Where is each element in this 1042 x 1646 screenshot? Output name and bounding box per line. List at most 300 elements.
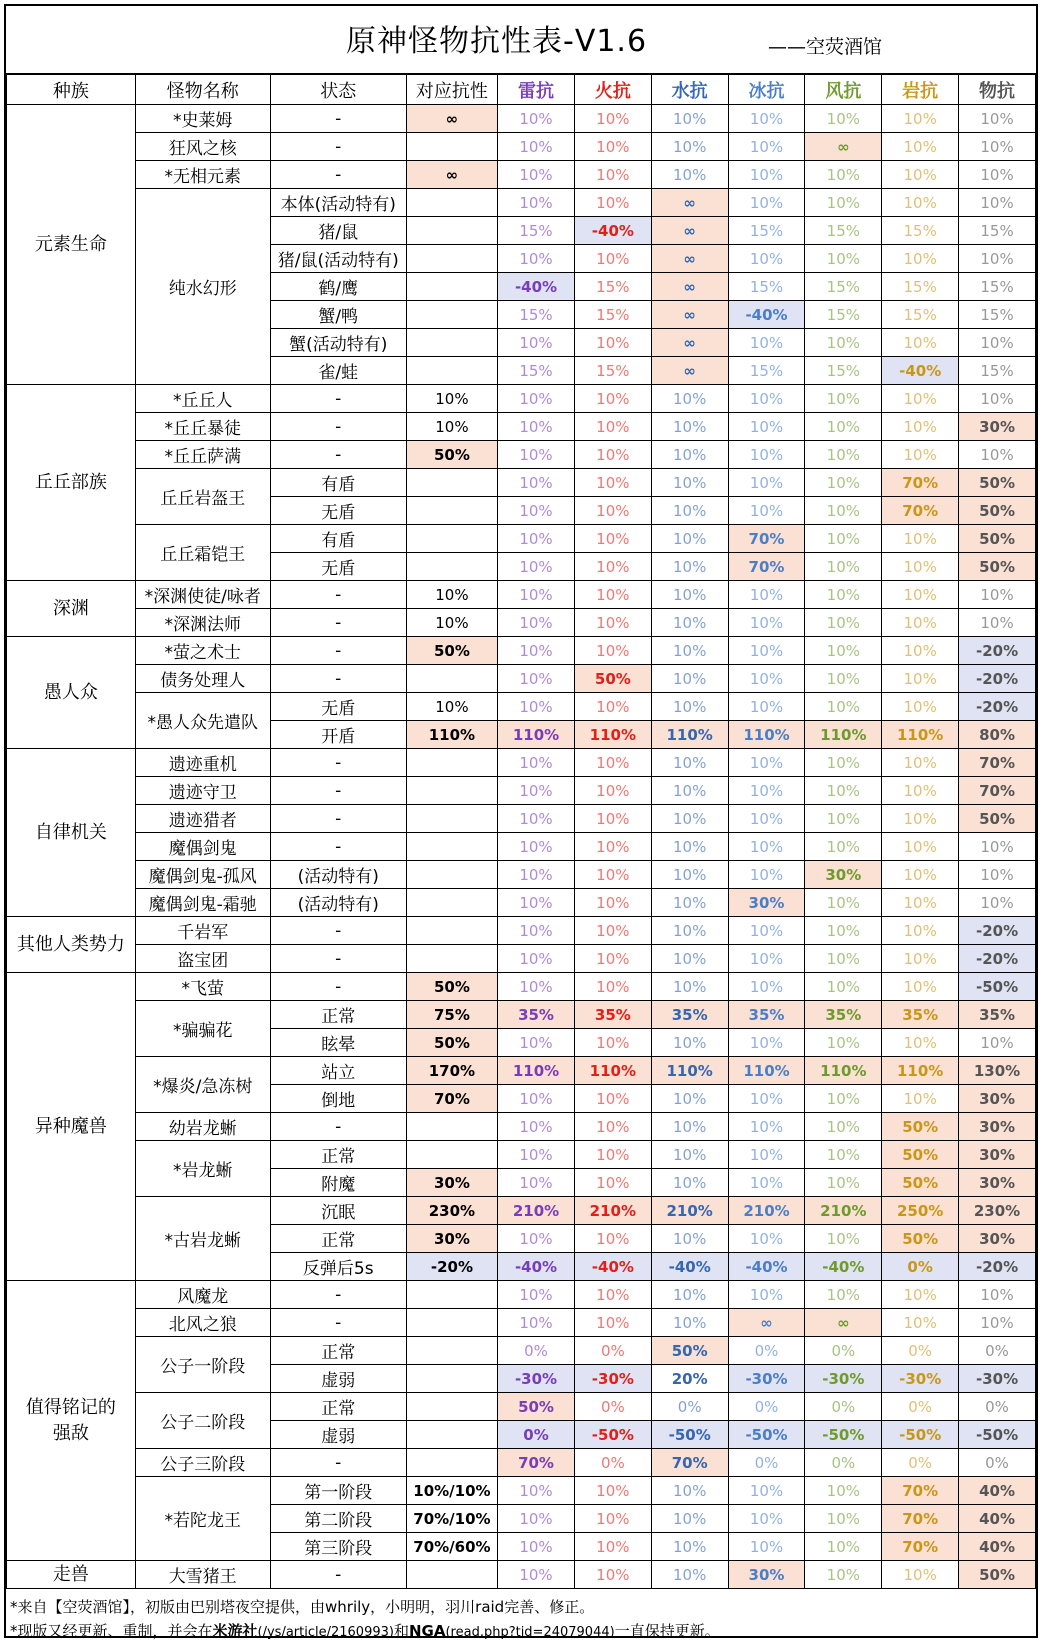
state-cell: - bbox=[270, 1449, 406, 1477]
target-res-cell bbox=[406, 301, 497, 329]
target-res-cell: ∞ bbox=[406, 105, 497, 133]
physical-res-cell: 40% bbox=[959, 1477, 1036, 1505]
target-res-cell bbox=[406, 1561, 497, 1589]
target-res-cell bbox=[406, 273, 497, 301]
rock-res-cell: 250% bbox=[882, 1197, 959, 1225]
target-res-cell: 10% bbox=[406, 693, 497, 721]
target-res-cell bbox=[406, 945, 497, 973]
thunder-res-cell: 35% bbox=[498, 1001, 575, 1029]
rock-res-cell: 10% bbox=[882, 161, 959, 189]
state-cell: - bbox=[270, 749, 406, 777]
fire-res-cell: 10% bbox=[574, 1029, 651, 1057]
physical-res-cell: 15% bbox=[959, 217, 1036, 245]
table-row bbox=[7, 805, 1036, 833]
thunder-res-cell: 10% bbox=[498, 833, 575, 861]
ice-res-cell: 15% bbox=[728, 273, 805, 301]
water-res-cell: 10% bbox=[651, 133, 728, 161]
monster-name-cell: *爆炎/急冻树 bbox=[135, 1057, 270, 1113]
wind-res-cell: 15% bbox=[805, 357, 882, 385]
thunder-res-cell: 10% bbox=[498, 525, 575, 553]
ice-res-cell: 10% bbox=[728, 189, 805, 217]
monster-name-cell: *史莱姆 bbox=[135, 105, 270, 133]
state-cell: (活动特有) bbox=[270, 889, 406, 917]
target-res-cell bbox=[406, 1421, 497, 1449]
physical-res-cell: 50% bbox=[959, 525, 1036, 553]
rock-res-cell: 50% bbox=[882, 1225, 959, 1253]
fire-res-cell: 10% bbox=[574, 441, 651, 469]
monster-name-cell: 纯水幻形 bbox=[135, 189, 270, 385]
thunder-res-cell: 10% bbox=[498, 917, 575, 945]
physical-res-cell: 15% bbox=[959, 357, 1036, 385]
wind-res-cell: 10% bbox=[805, 1113, 882, 1141]
physical-res-cell: 10% bbox=[959, 133, 1036, 161]
rock-res-cell: -40% bbox=[882, 357, 959, 385]
footer-text: 一直保持更新。 bbox=[614, 1622, 720, 1640]
rock-res-cell: 10% bbox=[882, 637, 959, 665]
target-res-cell bbox=[406, 1337, 497, 1365]
table-row bbox=[7, 1197, 1036, 1225]
ice-res-cell: 110% bbox=[728, 1057, 805, 1085]
fire-res-cell: 10% bbox=[574, 1281, 651, 1309]
rock-res-cell: 0% bbox=[882, 1393, 959, 1421]
fire-res-cell: 10% bbox=[574, 917, 651, 945]
rock-res-cell: 10% bbox=[882, 329, 959, 357]
fire-res-cell: 0% bbox=[574, 1449, 651, 1477]
col-header-fire: 火抗 bbox=[574, 75, 651, 105]
wind-res-cell: 10% bbox=[805, 973, 882, 1001]
rock-res-cell: 70% bbox=[882, 1477, 959, 1505]
thunder-res-cell: 10% bbox=[498, 497, 575, 525]
table-row bbox=[7, 1113, 1036, 1141]
monster-name-cell: 千岩军 bbox=[135, 917, 270, 945]
water-res-cell: 10% bbox=[651, 637, 728, 665]
wind-res-cell: 0% bbox=[805, 1393, 882, 1421]
water-res-cell: 10% bbox=[651, 1505, 728, 1533]
state-cell: 猪/鼠(活动特有) bbox=[270, 245, 406, 273]
target-res-cell: 70% bbox=[406, 1085, 497, 1113]
water-res-cell: 10% bbox=[651, 441, 728, 469]
water-res-cell: ∞ bbox=[651, 217, 728, 245]
fire-res-cell: 50% bbox=[574, 665, 651, 693]
monster-name-cell: 公子三阶段 bbox=[135, 1449, 270, 1477]
water-res-cell: 10% bbox=[651, 1281, 728, 1309]
state-cell: 蟹/鸭 bbox=[270, 301, 406, 329]
rock-res-cell: 10% bbox=[882, 553, 959, 581]
wind-res-cell: 0% bbox=[805, 1449, 882, 1477]
ice-res-cell: 10% bbox=[728, 497, 805, 525]
fire-res-cell: 10% bbox=[574, 693, 651, 721]
target-res-cell: 10% bbox=[406, 609, 497, 637]
fire-res-cell: 10% bbox=[574, 553, 651, 581]
thunder-res-cell: 10% bbox=[498, 105, 575, 133]
state-cell: 开盾 bbox=[270, 721, 406, 749]
ice-res-cell: 10% bbox=[728, 329, 805, 357]
fire-res-cell: 10% bbox=[574, 133, 651, 161]
thunder-res-cell: 10% bbox=[498, 329, 575, 357]
monster-name-cell: *若陀龙王 bbox=[135, 1477, 270, 1561]
state-cell: 虚弱 bbox=[270, 1421, 406, 1449]
ice-res-cell: 10% bbox=[728, 105, 805, 133]
physical-res-cell: 50% bbox=[959, 469, 1036, 497]
fire-res-cell: 10% bbox=[574, 637, 651, 665]
state-cell: 正常 bbox=[270, 1337, 406, 1365]
rock-res-cell: 10% bbox=[882, 749, 959, 777]
rock-res-cell: 10% bbox=[882, 917, 959, 945]
wind-res-cell: 10% bbox=[805, 441, 882, 469]
fire-res-cell: 10% bbox=[574, 889, 651, 917]
state-cell: 无盾 bbox=[270, 553, 406, 581]
physical-res-cell: 80% bbox=[959, 721, 1036, 749]
target-res-cell bbox=[406, 749, 497, 777]
monster-name-cell: *飞萤 bbox=[135, 973, 270, 1001]
water-res-cell: 210% bbox=[651, 1197, 728, 1225]
state-cell: 第一阶段 bbox=[270, 1477, 406, 1505]
physical-res-cell: 10% bbox=[959, 161, 1036, 189]
ice-res-cell: 10% bbox=[728, 1505, 805, 1533]
rock-res-cell: 15% bbox=[882, 301, 959, 329]
rock-res-cell: 50% bbox=[882, 1141, 959, 1169]
wind-res-cell: 0% bbox=[805, 1337, 882, 1365]
water-res-cell: 10% bbox=[651, 1309, 728, 1337]
state-cell: 虚弱 bbox=[270, 1365, 406, 1393]
thunder-res-cell: 10% bbox=[498, 805, 575, 833]
target-res-cell bbox=[406, 133, 497, 161]
wind-res-cell: 10% bbox=[805, 105, 882, 133]
wind-res-cell: 10% bbox=[805, 581, 882, 609]
state-cell: 站立 bbox=[270, 1057, 406, 1085]
rock-res-cell: 70% bbox=[882, 469, 959, 497]
col-header-target-res: 对应抗性 bbox=[406, 75, 497, 105]
rock-res-cell: 10% bbox=[882, 945, 959, 973]
wind-res-cell: 15% bbox=[805, 217, 882, 245]
physical-res-cell: 10% bbox=[959, 1309, 1036, 1337]
monster-name-cell: 公子二阶段 bbox=[135, 1393, 270, 1449]
fire-res-cell: 15% bbox=[574, 273, 651, 301]
physical-res-cell: 30% bbox=[959, 413, 1036, 441]
thunder-res-cell: 0% bbox=[498, 1337, 575, 1365]
water-res-cell: 20% bbox=[651, 1365, 728, 1393]
table-row bbox=[7, 1393, 1036, 1421]
table-row bbox=[7, 749, 1036, 777]
wind-res-cell: -30% bbox=[805, 1365, 882, 1393]
ice-res-cell: 10% bbox=[728, 245, 805, 273]
thunder-res-cell: 10% bbox=[498, 1533, 575, 1561]
wind-res-cell: 10% bbox=[805, 189, 882, 217]
ice-res-cell: 10% bbox=[728, 1085, 805, 1113]
wind-res-cell: 10% bbox=[805, 917, 882, 945]
ice-res-cell: 10% bbox=[728, 1141, 805, 1169]
table-row bbox=[7, 917, 1036, 945]
thunder-res-cell: 10% bbox=[498, 1169, 575, 1197]
thunder-res-cell: 10% bbox=[498, 637, 575, 665]
fire-res-cell: 10% bbox=[574, 777, 651, 805]
ice-res-cell: 10% bbox=[728, 469, 805, 497]
target-res-cell bbox=[406, 833, 497, 861]
ice-res-cell: 35% bbox=[728, 1001, 805, 1029]
state-cell: - bbox=[270, 1309, 406, 1337]
thunder-res-cell: 10% bbox=[498, 777, 575, 805]
footer-notes bbox=[6, 1589, 1036, 1645]
state-cell: - bbox=[270, 413, 406, 441]
thunder-res-cell: 10% bbox=[498, 1477, 575, 1505]
race-cell: 值得铭记的强敌 bbox=[7, 1281, 136, 1561]
resistance-table bbox=[6, 74, 1036, 1589]
water-res-cell: 110% bbox=[651, 1057, 728, 1085]
water-res-cell: ∞ bbox=[651, 189, 728, 217]
physical-res-cell: 10% bbox=[959, 581, 1036, 609]
target-res-cell: 110% bbox=[406, 721, 497, 749]
wind-res-cell: 10% bbox=[805, 609, 882, 637]
water-res-cell: 10% bbox=[651, 385, 728, 413]
wind-res-cell: 10% bbox=[805, 749, 882, 777]
rock-res-cell: 10% bbox=[882, 581, 959, 609]
wind-res-cell: 10% bbox=[805, 161, 882, 189]
wind-res-cell: 30% bbox=[805, 861, 882, 889]
target-res-cell: 50% bbox=[406, 1029, 497, 1057]
fire-res-cell: 0% bbox=[574, 1337, 651, 1365]
rock-res-cell: 10% bbox=[882, 861, 959, 889]
state-cell: 有盾 bbox=[270, 469, 406, 497]
table-row bbox=[7, 1449, 1036, 1477]
ice-res-cell: 10% bbox=[728, 1029, 805, 1057]
water-res-cell: 10% bbox=[651, 945, 728, 973]
rock-res-cell: 10% bbox=[882, 609, 959, 637]
target-res-cell bbox=[406, 1309, 497, 1337]
footer-mihoyo: 米游社 bbox=[212, 1622, 258, 1640]
ice-res-cell: 10% bbox=[728, 861, 805, 889]
monster-name-cell: 魔偶剑鬼-霜驰 bbox=[135, 889, 270, 917]
wind-res-cell: 10% bbox=[805, 553, 882, 581]
rock-res-cell: 10% bbox=[882, 1561, 959, 1589]
state-cell: 第二阶段 bbox=[270, 1505, 406, 1533]
monster-name-cell: 幼岩龙蜥 bbox=[135, 1113, 270, 1141]
physical-res-cell: 130% bbox=[959, 1057, 1036, 1085]
ice-res-cell: 10% bbox=[728, 1113, 805, 1141]
thunder-res-cell: -30% bbox=[498, 1365, 575, 1393]
target-res-cell bbox=[406, 777, 497, 805]
thunder-res-cell: 10% bbox=[498, 749, 575, 777]
fire-res-cell: 10% bbox=[574, 1113, 651, 1141]
fire-res-cell: -30% bbox=[574, 1365, 651, 1393]
table-row bbox=[7, 861, 1036, 889]
thunder-res-cell: 10% bbox=[498, 1225, 575, 1253]
rock-res-cell: 10% bbox=[882, 665, 959, 693]
water-res-cell: 10% bbox=[651, 693, 728, 721]
ice-res-cell: 10% bbox=[728, 385, 805, 413]
target-res-cell bbox=[406, 1113, 497, 1141]
ice-res-cell: 10% bbox=[728, 1533, 805, 1561]
ice-res-cell: 0% bbox=[728, 1393, 805, 1421]
fire-res-cell: 0% bbox=[574, 1393, 651, 1421]
fire-res-cell: 10% bbox=[574, 1225, 651, 1253]
monster-name-cell: 北风之狼 bbox=[135, 1309, 270, 1337]
thunder-res-cell: 10% bbox=[498, 1281, 575, 1309]
state-cell: - bbox=[270, 609, 406, 637]
monster-name-cell: *古岩龙蜥 bbox=[135, 1197, 270, 1281]
fire-res-cell: 10% bbox=[574, 1141, 651, 1169]
target-res-cell bbox=[406, 525, 497, 553]
water-res-cell: 50% bbox=[651, 1337, 728, 1365]
state-cell: - bbox=[270, 777, 406, 805]
wind-res-cell: -50% bbox=[805, 1421, 882, 1449]
table-row bbox=[7, 161, 1036, 189]
target-res-cell bbox=[406, 553, 497, 581]
ice-res-cell: 70% bbox=[728, 553, 805, 581]
state-cell: - bbox=[270, 441, 406, 469]
footer-link-2: (read.php?tid=24079044) bbox=[445, 1625, 615, 1640]
physical-res-cell: 10% bbox=[959, 1281, 1036, 1309]
physical-res-cell: -20% bbox=[959, 693, 1036, 721]
footer-link-1: (/ys/article/2160993) bbox=[257, 1625, 394, 1640]
state-cell: - bbox=[270, 973, 406, 1001]
target-res-cell: 50% bbox=[406, 441, 497, 469]
rock-res-cell: 10% bbox=[882, 693, 959, 721]
target-res-cell bbox=[406, 889, 497, 917]
monster-name-cell: *深渊法师 bbox=[135, 609, 270, 637]
rock-res-cell: 10% bbox=[882, 805, 959, 833]
state-cell: 正常 bbox=[270, 1225, 406, 1253]
table-row bbox=[7, 609, 1036, 637]
table-row bbox=[7, 105, 1036, 133]
state-cell: 蟹(活动特有) bbox=[270, 329, 406, 357]
physical-res-cell: 15% bbox=[959, 301, 1036, 329]
fire-res-cell: 10% bbox=[574, 105, 651, 133]
rock-res-cell: 10% bbox=[882, 1281, 959, 1309]
fire-res-cell: 10% bbox=[574, 861, 651, 889]
physical-res-cell: 40% bbox=[959, 1533, 1036, 1561]
rock-res-cell: 10% bbox=[882, 385, 959, 413]
state-cell: - bbox=[270, 1281, 406, 1309]
ice-res-cell: 30% bbox=[728, 889, 805, 917]
state-cell: - bbox=[270, 581, 406, 609]
fire-res-cell: 10% bbox=[574, 161, 651, 189]
state-cell: 正常 bbox=[270, 1141, 406, 1169]
thunder-res-cell: 110% bbox=[498, 721, 575, 749]
fire-res-cell: 10% bbox=[574, 1477, 651, 1505]
state-cell: 正常 bbox=[270, 1001, 406, 1029]
water-res-cell: 10% bbox=[651, 973, 728, 1001]
wind-res-cell: 10% bbox=[805, 665, 882, 693]
credit-text: ——空荧酒馆 bbox=[768, 36, 883, 58]
thunder-res-cell: 10% bbox=[498, 973, 575, 1001]
thunder-res-cell: 210% bbox=[498, 1197, 575, 1225]
ice-res-cell: 10% bbox=[728, 1225, 805, 1253]
state-cell: - bbox=[270, 133, 406, 161]
thunder-res-cell: 10% bbox=[498, 861, 575, 889]
state-cell: - bbox=[270, 805, 406, 833]
target-res-cell: 170% bbox=[406, 1057, 497, 1085]
monster-name-cell: *萤之术士 bbox=[135, 637, 270, 665]
table-row bbox=[7, 189, 1036, 217]
fire-res-cell: 35% bbox=[574, 1001, 651, 1029]
physical-res-cell: -20% bbox=[959, 637, 1036, 665]
rock-res-cell: -50% bbox=[882, 1421, 959, 1449]
table-row bbox=[7, 133, 1036, 161]
physical-res-cell: -20% bbox=[959, 665, 1036, 693]
target-res-cell: 75% bbox=[406, 1001, 497, 1029]
monster-name-cell: *无相元素 bbox=[135, 161, 270, 189]
water-res-cell: 10% bbox=[651, 1113, 728, 1141]
water-res-cell: 10% bbox=[651, 581, 728, 609]
table-row bbox=[7, 637, 1036, 665]
wind-res-cell: 15% bbox=[805, 301, 882, 329]
physical-res-cell: 10% bbox=[959, 609, 1036, 637]
footer-line-1: *来自【空荧酒馆】，初版由巴别塔夜空提供，由whrily，小明明，羽川raid完善、修正。 bbox=[10, 1598, 595, 1616]
fire-res-cell: 10% bbox=[574, 945, 651, 973]
table-row bbox=[7, 1337, 1036, 1365]
thunder-res-cell: 15% bbox=[498, 357, 575, 385]
target-res-cell: 10% bbox=[406, 385, 497, 413]
thunder-res-cell: 10% bbox=[498, 413, 575, 441]
target-res-cell: 230% bbox=[406, 1197, 497, 1225]
rock-res-cell: 35% bbox=[882, 1001, 959, 1029]
ice-res-cell: 10% bbox=[728, 945, 805, 973]
col-header-monster: 怪物名称 bbox=[135, 75, 270, 105]
fire-res-cell: 10% bbox=[574, 833, 651, 861]
ice-res-cell: 10% bbox=[728, 1477, 805, 1505]
water-res-cell: 10% bbox=[651, 833, 728, 861]
table-row bbox=[7, 469, 1036, 497]
thunder-res-cell: 10% bbox=[498, 1029, 575, 1057]
thunder-res-cell: 10% bbox=[498, 581, 575, 609]
state-cell: - bbox=[270, 917, 406, 945]
monster-name-cell: 狂风之核 bbox=[135, 133, 270, 161]
monster-name-cell: 丘丘岩盔王 bbox=[135, 469, 270, 525]
state-cell: 无盾 bbox=[270, 693, 406, 721]
water-res-cell: 10% bbox=[651, 1225, 728, 1253]
rock-res-cell: 50% bbox=[882, 1169, 959, 1197]
table-row bbox=[7, 1477, 1036, 1505]
wind-res-cell: ∞ bbox=[805, 1309, 882, 1337]
monster-name-cell: 风魔龙 bbox=[135, 1281, 270, 1309]
table-row bbox=[7, 833, 1036, 861]
wind-res-cell: -40% bbox=[805, 1253, 882, 1281]
rock-res-cell: 110% bbox=[882, 721, 959, 749]
rock-res-cell: 10% bbox=[882, 133, 959, 161]
state-cell: 正常 bbox=[270, 1393, 406, 1421]
table-row bbox=[7, 693, 1036, 721]
thunder-res-cell: -40% bbox=[498, 1253, 575, 1281]
footer-text: 和 bbox=[393, 1622, 409, 1640]
fire-res-cell: 110% bbox=[574, 1057, 651, 1085]
state-cell: 反弹后5s bbox=[270, 1253, 406, 1281]
table-row bbox=[7, 1281, 1036, 1309]
water-res-cell: 110% bbox=[651, 721, 728, 749]
target-res-cell bbox=[406, 357, 497, 385]
wind-res-cell: 10% bbox=[805, 805, 882, 833]
target-res-cell: 70%/60% bbox=[406, 1533, 497, 1561]
physical-res-cell: -20% bbox=[959, 1253, 1036, 1281]
water-res-cell: 10% bbox=[651, 749, 728, 777]
rock-res-cell: 70% bbox=[882, 1533, 959, 1561]
rock-res-cell: 10% bbox=[882, 1085, 959, 1113]
physical-res-cell: 0% bbox=[959, 1337, 1036, 1365]
physical-res-cell: -20% bbox=[959, 945, 1036, 973]
race-cell: 丘丘部族 bbox=[7, 385, 136, 581]
rock-res-cell: 10% bbox=[882, 245, 959, 273]
target-res-cell: 10% bbox=[406, 413, 497, 441]
water-res-cell: 10% bbox=[651, 777, 728, 805]
ice-res-cell: -30% bbox=[728, 1365, 805, 1393]
water-res-cell: 10% bbox=[651, 469, 728, 497]
ice-res-cell: ∞ bbox=[728, 1309, 805, 1337]
target-res-cell: ∞ bbox=[406, 161, 497, 189]
wind-res-cell: 10% bbox=[805, 833, 882, 861]
physical-res-cell: 230% bbox=[959, 1197, 1036, 1225]
col-header-state: 状态 bbox=[270, 75, 406, 105]
target-res-cell: 30% bbox=[406, 1169, 497, 1197]
ice-res-cell: 10% bbox=[728, 637, 805, 665]
